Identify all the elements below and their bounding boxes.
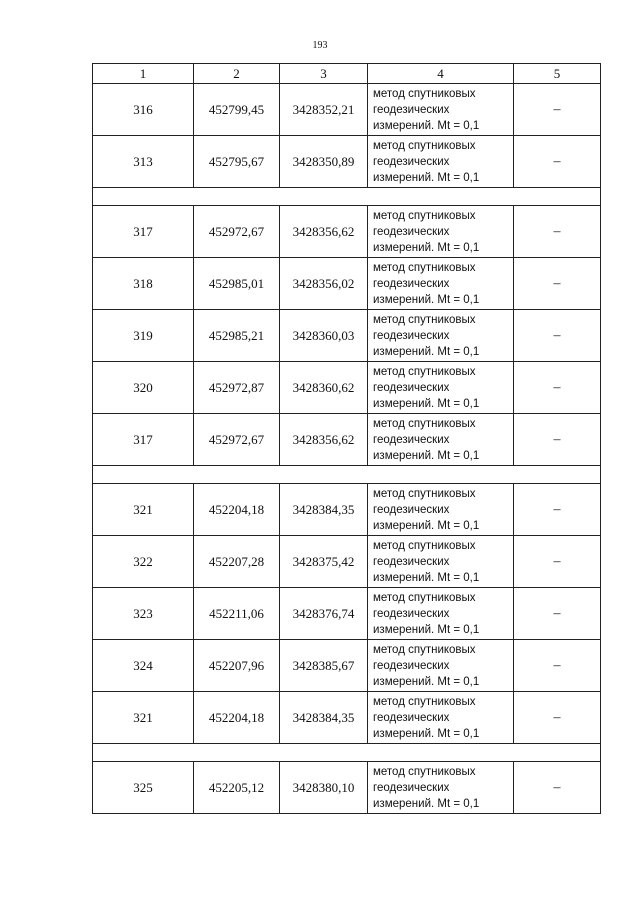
coordinates-table	[92, 63, 601, 814]
separator-cell	[93, 466, 601, 484]
x-coordinate-cell: 452204,18	[194, 484, 280, 536]
x-coordinate-cell: 452207,96	[194, 640, 280, 692]
method-cell	[368, 206, 514, 258]
y-coordinate-cell: 3428352,21	[280, 84, 368, 136]
method-line: геодезических	[373, 433, 450, 446]
y-coordinate-cell: 3428360,03	[280, 310, 368, 362]
column-header-1: 1	[93, 64, 194, 84]
method-line: геодезических	[373, 503, 450, 516]
method-line: метод спутниковых	[373, 417, 476, 430]
point-number-cell: 317	[93, 206, 194, 258]
column-5-cell: –	[514, 484, 601, 536]
column-header-2: 2	[194, 64, 280, 84]
method-line: измерений. Mt = 0,1	[373, 675, 480, 688]
point-number-cell: 325	[93, 762, 194, 814]
x-coordinate-cell: 452985,01	[194, 258, 280, 310]
table-row	[93, 362, 601, 414]
separator-row	[93, 744, 601, 762]
column-5-cell: –	[514, 640, 601, 692]
method-cell	[368, 588, 514, 640]
table-row	[93, 84, 601, 136]
x-coordinate-cell: 452204,18	[194, 692, 280, 744]
method-line: метод спутниковых	[373, 87, 476, 100]
point-number-cell: 321	[93, 484, 194, 536]
y-coordinate-cell: 3428376,74	[280, 588, 368, 640]
x-coordinate-cell: 452795,67	[194, 136, 280, 188]
method-line: метод спутниковых	[373, 765, 476, 778]
method-line: измерений. Mt = 0,1	[373, 293, 480, 306]
table-row	[93, 536, 601, 588]
method-line: измерений. Mt = 0,1	[373, 797, 480, 810]
table-row	[93, 414, 601, 466]
x-coordinate-cell: 452972,67	[194, 206, 280, 258]
method-line: геодезических	[373, 225, 450, 238]
y-coordinate-cell: 3428356,62	[280, 414, 368, 466]
point-number-cell: 316	[93, 84, 194, 136]
point-number-cell: 321	[93, 692, 194, 744]
method-line: измерений. Mt = 0,1	[373, 119, 480, 132]
separator-row	[93, 188, 601, 206]
x-coordinate-cell: 452205,12	[194, 762, 280, 814]
point-number-cell: 317	[93, 414, 194, 466]
point-number-cell: 318	[93, 258, 194, 310]
method-line: измерений. Mt = 0,1	[373, 449, 480, 462]
y-coordinate-cell: 3428360,62	[280, 362, 368, 414]
y-coordinate-cell: 3428356,62	[280, 206, 368, 258]
method-line: измерений. Mt = 0,1	[373, 623, 480, 636]
y-coordinate-cell: 3428350,89	[280, 136, 368, 188]
method-line: геодезических	[373, 329, 450, 342]
method-line: измерений. Mt = 0,1	[373, 519, 480, 532]
x-coordinate-cell: 452799,45	[194, 84, 280, 136]
method-cell	[368, 310, 514, 362]
method-line: геодезических	[373, 659, 450, 672]
column-5-cell: –	[514, 692, 601, 744]
column-header-5: 5	[514, 64, 601, 84]
method-line: геодезических	[373, 103, 450, 116]
method-line: метод спутниковых	[373, 313, 476, 326]
column-5-cell: –	[514, 536, 601, 588]
y-coordinate-cell: 3428380,10	[280, 762, 368, 814]
table-row	[93, 136, 601, 188]
separator-cell	[93, 744, 601, 762]
method-line: измерений. Mt = 0,1	[373, 171, 480, 184]
method-line: измерений. Mt = 0,1	[373, 241, 480, 254]
x-coordinate-cell: 452972,67	[194, 414, 280, 466]
point-number-cell: 320	[93, 362, 194, 414]
method-line: геодезических	[373, 711, 450, 724]
table-row	[93, 640, 601, 692]
point-number-cell: 324	[93, 640, 194, 692]
column-header-4: 4	[368, 64, 514, 84]
y-coordinate-cell: 3428384,35	[280, 692, 368, 744]
table-header-row	[93, 64, 601, 84]
method-line: геодезических	[373, 381, 450, 394]
column-5-cell: –	[514, 414, 601, 466]
method-cell	[368, 536, 514, 588]
x-coordinate-cell: 452985,21	[194, 310, 280, 362]
table-row	[93, 258, 601, 310]
y-coordinate-cell: 3428356,02	[280, 258, 368, 310]
column-5-cell: –	[514, 762, 601, 814]
point-number-cell: 313	[93, 136, 194, 188]
method-cell	[368, 362, 514, 414]
method-line: метод спутниковых	[373, 139, 476, 152]
method-line: геодезических	[373, 155, 450, 168]
column-5-cell: –	[514, 136, 601, 188]
method-line: геодезических	[373, 555, 450, 568]
y-coordinate-cell: 3428375,42	[280, 536, 368, 588]
column-5-cell: –	[514, 206, 601, 258]
method-line: метод спутниковых	[373, 487, 476, 500]
x-coordinate-cell: 452207,28	[194, 536, 280, 588]
method-line: измерений. Mt = 0,1	[373, 727, 480, 740]
column-5-cell: –	[514, 362, 601, 414]
method-line: геодезических	[373, 607, 450, 620]
method-cell	[368, 84, 514, 136]
x-coordinate-cell: 452211,06	[194, 588, 280, 640]
column-header-3: 3	[280, 64, 368, 84]
table-row	[93, 484, 601, 536]
method-line: метод спутниковых	[373, 209, 476, 222]
x-coordinate-cell: 452972,87	[194, 362, 280, 414]
table-row	[93, 692, 601, 744]
column-5-cell: –	[514, 258, 601, 310]
point-number-cell: 319	[93, 310, 194, 362]
method-line: метод спутниковых	[373, 261, 476, 274]
column-5-cell: –	[514, 310, 601, 362]
method-line: геодезических	[373, 277, 450, 290]
method-cell	[368, 258, 514, 310]
column-5-cell: –	[514, 84, 601, 136]
method-line: метод спутниковых	[373, 539, 476, 552]
table-row	[93, 588, 601, 640]
method-line: измерений. Mt = 0,1	[373, 345, 480, 358]
method-cell	[368, 762, 514, 814]
method-line: метод спутниковых	[373, 695, 476, 708]
method-cell	[368, 136, 514, 188]
method-line: измерений. Mt = 0,1	[373, 571, 480, 584]
point-number-cell: 323	[93, 588, 194, 640]
method-line: измерений. Mt = 0,1	[373, 397, 480, 410]
page-number: 193	[312, 40, 328, 51]
table-row	[93, 762, 601, 814]
separator-row	[93, 466, 601, 484]
method-cell	[368, 414, 514, 466]
column-5-cell: –	[514, 588, 601, 640]
table-row	[93, 310, 601, 362]
y-coordinate-cell: 3428384,35	[280, 484, 368, 536]
method-line: метод спутниковых	[373, 643, 476, 656]
method-line: геодезических	[373, 781, 450, 794]
point-number-cell: 322	[93, 536, 194, 588]
method-cell	[368, 692, 514, 744]
method-cell	[368, 640, 514, 692]
table-row	[93, 206, 601, 258]
separator-cell	[93, 188, 601, 206]
method-line: метод спутниковых	[373, 591, 476, 604]
method-line: метод спутниковых	[373, 365, 476, 378]
method-cell	[368, 484, 514, 536]
y-coordinate-cell: 3428385,67	[280, 640, 368, 692]
